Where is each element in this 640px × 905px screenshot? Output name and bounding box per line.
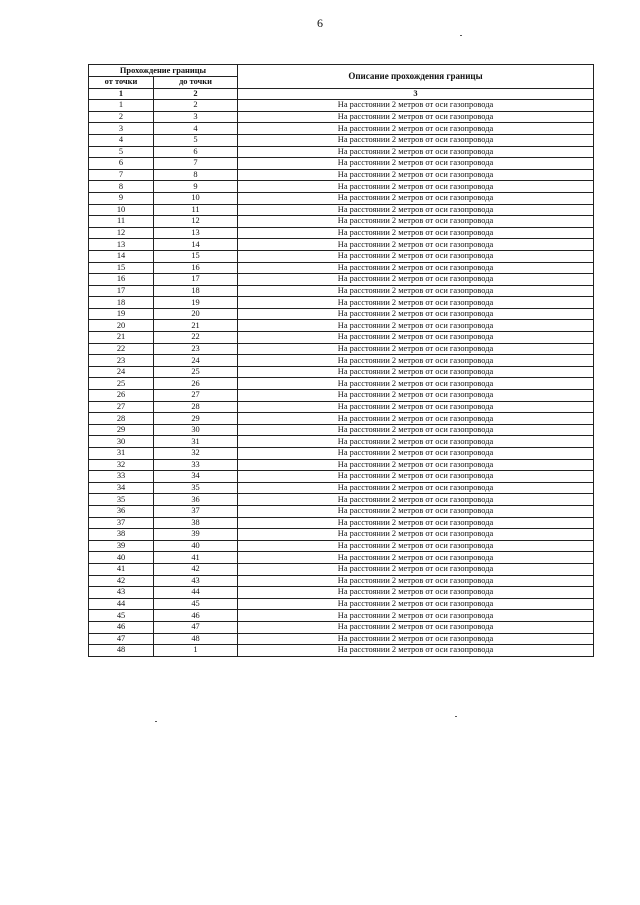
table-row bbox=[89, 227, 594, 239]
table-row bbox=[89, 563, 594, 575]
to-point-cell: 42 bbox=[154, 563, 238, 575]
from-point-cell: 36 bbox=[89, 505, 154, 517]
description-cell: На расстоянии 2 метров от оси газопровода bbox=[238, 332, 594, 344]
from-point-cell: 38 bbox=[89, 529, 154, 541]
from-point-cell: 20 bbox=[89, 320, 154, 332]
from-point-cell: 44 bbox=[89, 598, 154, 610]
to-point-cell: 21 bbox=[154, 320, 238, 332]
description-cell: На расстоянии 2 метров от оси газопровода bbox=[238, 413, 594, 425]
description-cell: На расстоянии 2 метров от оси газопровода bbox=[238, 610, 594, 622]
table-row bbox=[89, 123, 594, 135]
description-cell: На расстоянии 2 метров от оси газопровода bbox=[238, 297, 594, 309]
from-point-cell: 40 bbox=[89, 552, 154, 564]
table-row bbox=[89, 459, 594, 471]
from-point-cell: 5 bbox=[89, 146, 154, 158]
to-point-cell: 37 bbox=[154, 505, 238, 517]
from-point-cell: 39 bbox=[89, 540, 154, 552]
to-point-cell: 14 bbox=[154, 239, 238, 251]
table-row bbox=[89, 308, 594, 320]
from-point-cell: 29 bbox=[89, 424, 154, 436]
table-row bbox=[89, 158, 594, 170]
table-row bbox=[89, 181, 594, 193]
description-cell: На расстоянии 2 метров от оси газопровода bbox=[238, 424, 594, 436]
to-point-cell: 44 bbox=[154, 587, 238, 599]
from-point-cell: 47 bbox=[89, 633, 154, 645]
description-cell: На расстоянии 2 метров от оси газопровода bbox=[238, 540, 594, 552]
from-point-cell: 4 bbox=[89, 134, 154, 146]
description-cell: На расстоянии 2 метров от оси газопровода bbox=[238, 401, 594, 413]
table-row bbox=[89, 250, 594, 262]
to-point-cell: 20 bbox=[154, 308, 238, 320]
from-point-cell: 45 bbox=[89, 610, 154, 622]
description-cell: На расстоянии 2 метров от оси газопровода bbox=[238, 204, 594, 216]
to-point-cell: 36 bbox=[154, 494, 238, 506]
page-number: 6 bbox=[317, 16, 323, 30]
table-row bbox=[89, 436, 594, 448]
to-point-cell: 30 bbox=[154, 424, 238, 436]
description-cell: На расстоянии 2 метров от оси газопровода bbox=[238, 494, 594, 506]
description-cell: На расстоянии 2 метров от оси газопровода bbox=[238, 645, 594, 657]
description-cell: На расстоянии 2 метров от оси газопровода bbox=[238, 552, 594, 564]
from-point-cell: 35 bbox=[89, 494, 154, 506]
table-row bbox=[89, 575, 594, 587]
description-cell: На расстоянии 2 метров от оси газопровода bbox=[238, 459, 594, 471]
to-point-cell: 34 bbox=[154, 471, 238, 483]
from-point-cell: 12 bbox=[89, 227, 154, 239]
to-point-cell: 5 bbox=[154, 134, 238, 146]
from-point-cell: 15 bbox=[89, 262, 154, 274]
table-row bbox=[89, 471, 594, 483]
to-point-cell: 1 bbox=[154, 645, 238, 657]
to-point-cell: 31 bbox=[154, 436, 238, 448]
column-number-3: 3 bbox=[238, 88, 594, 100]
description-cell: На расстоянии 2 метров от оси газопровода bbox=[238, 621, 594, 633]
description-cell: На расстоянии 2 метров от оси газопровода bbox=[238, 448, 594, 460]
to-point-cell: 18 bbox=[154, 285, 238, 297]
to-point-cell: 2 bbox=[154, 100, 238, 112]
table-row bbox=[89, 587, 594, 599]
description-cell: На расстоянии 2 метров от оси газопровода bbox=[238, 250, 594, 262]
table-row bbox=[89, 529, 594, 541]
column-number-2: 2 bbox=[154, 88, 238, 100]
from-point-cell: 1 bbox=[89, 100, 154, 112]
to-point-cell: 38 bbox=[154, 517, 238, 529]
table-row bbox=[89, 169, 594, 181]
from-point-cell: 25 bbox=[89, 378, 154, 390]
description-cell: На расстоянии 2 метров от оси газопровода bbox=[238, 587, 594, 599]
table-row bbox=[89, 355, 594, 367]
to-point-cell: 13 bbox=[154, 227, 238, 239]
description-cell: На расстоянии 2 метров от оси газопровода bbox=[238, 111, 594, 123]
to-point-cell: 28 bbox=[154, 401, 238, 413]
table-row bbox=[89, 494, 594, 506]
description-cell: На расстоянии 2 метров от оси газопровода bbox=[238, 482, 594, 494]
to-point-cell: 27 bbox=[154, 390, 238, 402]
description-cell: На расстоянии 2 метров от оси газопровода bbox=[238, 158, 594, 170]
to-point-cell: 9 bbox=[154, 181, 238, 193]
boundary-table bbox=[88, 64, 594, 657]
to-point-cell: 29 bbox=[154, 413, 238, 425]
table-row bbox=[89, 610, 594, 622]
table-header bbox=[89, 65, 594, 100]
from-point-cell: 19 bbox=[89, 308, 154, 320]
table-row bbox=[89, 621, 594, 633]
from-point-header: от точки bbox=[89, 77, 154, 89]
table-row bbox=[89, 111, 594, 123]
from-point-cell: 7 bbox=[89, 169, 154, 181]
from-point-cell: 48 bbox=[89, 645, 154, 657]
table-row bbox=[89, 320, 594, 332]
description-header: Описание прохождения границы bbox=[238, 65, 594, 89]
description-cell: На расстоянии 2 метров от оси газопровода bbox=[238, 216, 594, 228]
description-cell: На расстоянии 2 метров от оси газопровода bbox=[238, 320, 594, 332]
column-number-1: 1 bbox=[89, 88, 154, 100]
to-point-cell: 48 bbox=[154, 633, 238, 645]
description-cell: На расстоянии 2 метров от оси газопровода bbox=[238, 123, 594, 135]
to-point-cell: 23 bbox=[154, 343, 238, 355]
description-cell: На расстоянии 2 метров от оси газопровода bbox=[238, 169, 594, 181]
from-point-cell: 2 bbox=[89, 111, 154, 123]
table-row bbox=[89, 262, 594, 274]
to-point-cell: 15 bbox=[154, 250, 238, 262]
from-point-cell: 41 bbox=[89, 563, 154, 575]
to-point-cell: 6 bbox=[154, 146, 238, 158]
to-point-cell: 19 bbox=[154, 297, 238, 309]
from-point-cell: 31 bbox=[89, 448, 154, 460]
table-row bbox=[89, 517, 594, 529]
description-cell: На расстоянии 2 метров от оси газопровода bbox=[238, 285, 594, 297]
from-point-cell: 14 bbox=[89, 250, 154, 262]
group-header: Прохождение границы bbox=[89, 65, 238, 77]
from-point-cell: 23 bbox=[89, 355, 154, 367]
table-row bbox=[89, 645, 594, 657]
table-row bbox=[89, 401, 594, 413]
table-row bbox=[89, 134, 594, 146]
to-point-cell: 22 bbox=[154, 332, 238, 344]
description-cell: На расстоянии 2 метров от оси газопровода bbox=[238, 436, 594, 448]
from-point-cell: 33 bbox=[89, 471, 154, 483]
table-row bbox=[89, 332, 594, 344]
to-point-cell: 46 bbox=[154, 610, 238, 622]
table-row bbox=[89, 448, 594, 460]
scan-speck bbox=[155, 721, 157, 722]
table-row bbox=[89, 146, 594, 158]
from-point-cell: 16 bbox=[89, 274, 154, 286]
from-point-cell: 27 bbox=[89, 401, 154, 413]
table-row bbox=[89, 633, 594, 645]
description-cell: На расстоянии 2 метров от оси газопровода bbox=[238, 390, 594, 402]
description-cell: На расстоянии 2 метров от оси газопровода bbox=[238, 192, 594, 204]
to-point-cell: 12 bbox=[154, 216, 238, 228]
description-cell: На расстоянии 2 метров от оси газопровода bbox=[238, 505, 594, 517]
table-row bbox=[89, 274, 594, 286]
table-row bbox=[89, 552, 594, 564]
from-point-cell: 28 bbox=[89, 413, 154, 425]
from-point-cell: 26 bbox=[89, 390, 154, 402]
description-cell: На расстоянии 2 метров от оси газопровода bbox=[238, 239, 594, 251]
description-cell: На расстоянии 2 метров от оси газопровода bbox=[238, 262, 594, 274]
to-point-cell: 47 bbox=[154, 621, 238, 633]
from-point-cell: 24 bbox=[89, 366, 154, 378]
to-point-cell: 3 bbox=[154, 111, 238, 123]
description-cell: На расстоянии 2 метров от оси газопровода bbox=[238, 517, 594, 529]
to-point-cell: 16 bbox=[154, 262, 238, 274]
description-cell: На расстоянии 2 метров от оси газопровода bbox=[238, 274, 594, 286]
to-point-cell: 11 bbox=[154, 204, 238, 216]
from-point-cell: 46 bbox=[89, 621, 154, 633]
to-point-cell: 41 bbox=[154, 552, 238, 564]
from-point-cell: 10 bbox=[89, 204, 154, 216]
to-point-cell: 39 bbox=[154, 529, 238, 541]
table-row bbox=[89, 297, 594, 309]
to-point-cell: 17 bbox=[154, 274, 238, 286]
table-row bbox=[89, 540, 594, 552]
description-cell: На расстоянии 2 метров от оси газопровода bbox=[238, 471, 594, 483]
from-point-cell: 37 bbox=[89, 517, 154, 529]
description-cell: На расстоянии 2 метров от оси газопровода bbox=[238, 378, 594, 390]
description-cell: На расстоянии 2 метров от оси газопровода bbox=[238, 633, 594, 645]
table-row bbox=[89, 343, 594, 355]
description-cell: На расстоянии 2 метров от оси газопровода bbox=[238, 308, 594, 320]
description-cell: На расстоянии 2 метров от оси газопровода bbox=[238, 134, 594, 146]
from-point-cell: 21 bbox=[89, 332, 154, 344]
table-body bbox=[89, 100, 594, 657]
to-point-cell: 8 bbox=[154, 169, 238, 181]
from-point-cell: 9 bbox=[89, 192, 154, 204]
to-point-cell: 33 bbox=[154, 459, 238, 471]
to-point-cell: 25 bbox=[154, 366, 238, 378]
table-row bbox=[89, 505, 594, 517]
from-point-cell: 13 bbox=[89, 239, 154, 251]
to-point-cell: 10 bbox=[154, 192, 238, 204]
from-point-cell: 17 bbox=[89, 285, 154, 297]
from-point-cell: 8 bbox=[89, 181, 154, 193]
from-point-cell: 6 bbox=[89, 158, 154, 170]
from-point-cell: 43 bbox=[89, 587, 154, 599]
to-point-cell: 7 bbox=[154, 158, 238, 170]
table-row bbox=[89, 413, 594, 425]
table-row bbox=[89, 285, 594, 297]
to-point-cell: 26 bbox=[154, 378, 238, 390]
scan-speck bbox=[460, 35, 462, 36]
description-cell: На расстоянии 2 метров от оси газопровода bbox=[238, 598, 594, 610]
description-cell: На расстоянии 2 метров от оси газопровода bbox=[238, 100, 594, 112]
scan-speck bbox=[455, 716, 457, 717]
table-row bbox=[89, 192, 594, 204]
description-cell: На расстоянии 2 метров от оси газопровода bbox=[238, 575, 594, 587]
table-row bbox=[89, 100, 594, 112]
table-row bbox=[89, 390, 594, 402]
table-row bbox=[89, 204, 594, 216]
from-point-cell: 30 bbox=[89, 436, 154, 448]
from-point-cell: 34 bbox=[89, 482, 154, 494]
table-row bbox=[89, 378, 594, 390]
description-cell: На расстоянии 2 метров от оси газопровода bbox=[238, 181, 594, 193]
description-cell: На расстоянии 2 метров от оси газопровода bbox=[238, 343, 594, 355]
table-row bbox=[89, 216, 594, 228]
from-point-cell: 18 bbox=[89, 297, 154, 309]
description-cell: На расстоянии 2 метров от оси газопровода bbox=[238, 366, 594, 378]
from-point-cell: 32 bbox=[89, 459, 154, 471]
table-row bbox=[89, 598, 594, 610]
to-point-cell: 45 bbox=[154, 598, 238, 610]
to-point-cell: 43 bbox=[154, 575, 238, 587]
to-point-cell: 24 bbox=[154, 355, 238, 367]
from-point-cell: 22 bbox=[89, 343, 154, 355]
from-point-cell: 3 bbox=[89, 123, 154, 135]
description-cell: На расстоянии 2 метров от оси газопровода bbox=[238, 355, 594, 367]
table-row bbox=[89, 482, 594, 494]
to-point-header: до точки bbox=[154, 77, 238, 89]
table-row bbox=[89, 424, 594, 436]
description-cell: На расстоянии 2 метров от оси газопровода bbox=[238, 227, 594, 239]
description-cell: На расстоянии 2 метров от оси газопровода bbox=[238, 563, 594, 575]
to-point-cell: 4 bbox=[154, 123, 238, 135]
from-point-cell: 42 bbox=[89, 575, 154, 587]
to-point-cell: 40 bbox=[154, 540, 238, 552]
table-row bbox=[89, 366, 594, 378]
description-cell: На расстоянии 2 метров от оси газопровода bbox=[238, 529, 594, 541]
table-row bbox=[89, 239, 594, 251]
to-point-cell: 32 bbox=[154, 448, 238, 460]
to-point-cell: 35 bbox=[154, 482, 238, 494]
from-point-cell: 11 bbox=[89, 216, 154, 228]
description-cell: На расстоянии 2 метров от оси газопровода bbox=[238, 146, 594, 158]
